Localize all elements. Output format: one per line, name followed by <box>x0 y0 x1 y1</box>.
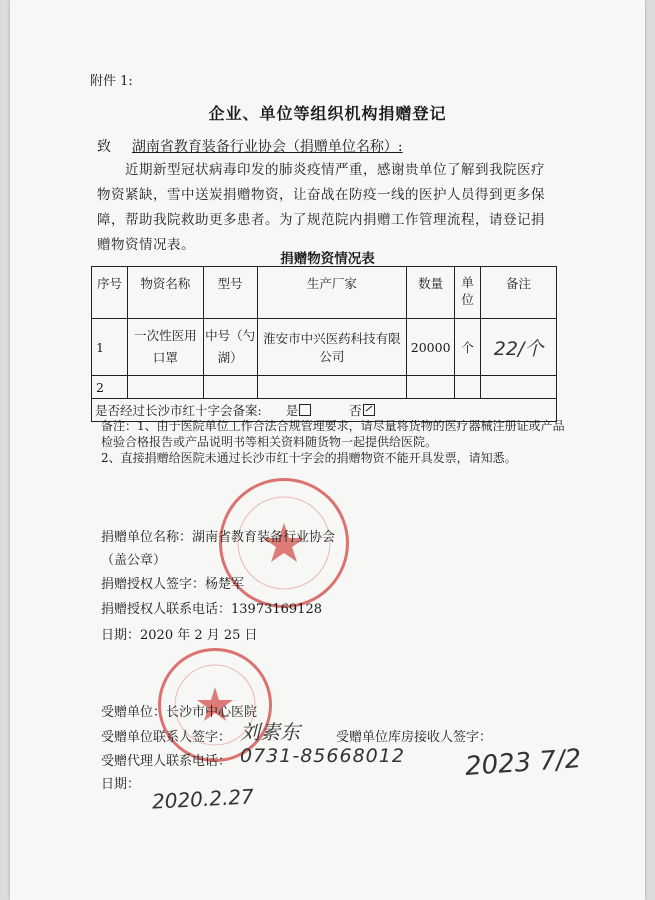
record-question: 是否经过长沙市红十字会备案: <box>95 403 262 418</box>
recipient-phone-handwritten: 0731-85668012 <box>240 745 405 767</box>
cell-remark <box>481 376 557 399</box>
page-title: 企业、单位等组织机构捐赠登记 <box>208 104 447 123</box>
recipient-date-label: 日期： <box>101 777 141 792</box>
header-model: 型号 <box>203 267 257 319</box>
donor-auth-phone: 捐赠授权人联系电话：13973169128 <box>101 602 322 617</box>
recipient-date-handwritten: 2020.2.27 <box>151 784 255 814</box>
note-1: 备注：1、由于医院单位工作合法合规管理要求，请尽量将货物的医疗器械注册证或产品检验合格报告或产品说明书等相关资料随货物一起提供给医院。 <box>101 419 565 449</box>
yes-checkbox[interactable] <box>299 404 311 416</box>
header-maker: 生产厂家 <box>257 267 407 319</box>
cell-remark: 22/个 <box>481 319 557 376</box>
cell-model <box>203 376 257 399</box>
recipient-agent-phone: 受赠代理人联系电话： <box>101 754 232 769</box>
notes-block <box>101 418 571 466</box>
recipient-contact-signature: 刘素东 <box>240 720 300 744</box>
table-header-row <box>92 267 557 319</box>
header-remark: 备注 <box>481 267 557 319</box>
salutation-recipient: 湖南省教育装备行业协会（捐赠单位名称）: <box>131 139 403 155</box>
recipient-contact-sign: 受赠单位联系人签字： <box>101 730 232 745</box>
header-index: 序号 <box>92 267 128 319</box>
cell-qty: 20000 <box>407 319 455 376</box>
cell-name: 一次性医用口罩 <box>127 319 203 376</box>
header-qty: 数量 <box>407 267 455 319</box>
salutation-prefix: 致 <box>97 139 111 155</box>
warehouse-signature: 2023 7/2 <box>464 743 583 783</box>
yes-label: 是 <box>285 403 299 418</box>
no-checkbox[interactable] <box>363 404 375 416</box>
cell-unit: 个 <box>455 319 481 376</box>
attachment-label: 附件 1: <box>90 74 133 89</box>
donor-seal-note: （盖公章） <box>101 553 167 568</box>
note-2: 2、直接捐赠给医院未通过长沙市红十字会的捐赠物资不能开具发票，请知悉。 <box>101 451 517 465</box>
donor-auth-sign: 捐赠授权人签字：杨楚军 <box>101 577 245 592</box>
recipient-unit: 受赠单位：长沙市中心医院 <box>101 705 258 720</box>
donation-table <box>91 266 557 422</box>
cell-index: 2 <box>92 376 128 399</box>
header-name: 物资名称 <box>127 267 203 319</box>
table-row <box>92 376 557 399</box>
cell-model: 中号（勺湖） <box>203 319 257 376</box>
cell-name <box>127 376 203 399</box>
cell-maker <box>257 376 407 399</box>
header-unit: 单位 <box>455 267 481 319</box>
salutation <box>97 136 403 156</box>
document-page <box>10 0 645 900</box>
table-row <box>92 319 557 376</box>
warehouse-sign-label: 受赠单位库房接收人签字： <box>336 730 493 745</box>
donor-date: 日期：2020 年 2 月 25 日 <box>101 628 258 643</box>
cell-qty <box>407 376 455 399</box>
no-label: 否 <box>349 403 362 418</box>
cell-maker: 淮安市中兴医药科技有限公司 <box>257 319 407 376</box>
table-title: 捐赠物资情况表 <box>280 251 375 267</box>
donor-unit: 捐赠单位名称：湖南省教育装备行业协会 <box>101 530 336 545</box>
cell-index: 1 <box>92 319 128 376</box>
intro-paragraph: 近期新型冠状病毒印发的肺炎疫情严重，感谢贵单位了解到我院医疗物资紧缺，雪中送炭捐赠物资，让奋战在防疫一线的医护人员得到更多保障，帮助我院救助更多患者。为了规范院内捐赠工作管理流程，请登记捐赠物资情况表。 <box>97 162 545 253</box>
cell-unit <box>455 376 481 399</box>
